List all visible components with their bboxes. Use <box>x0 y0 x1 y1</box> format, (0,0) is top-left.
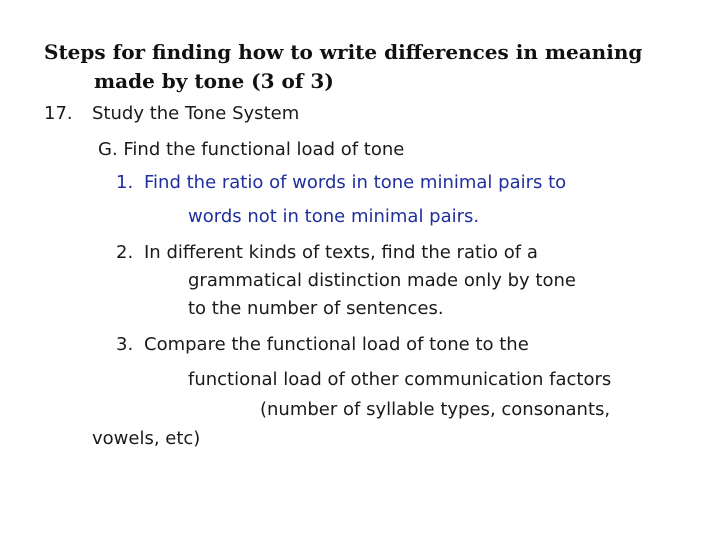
item-3-line-4: vowels, etc) <box>92 428 201 449</box>
item-2-line-3: to the number of sentences. <box>188 298 444 319</box>
step-number: 17. <box>44 103 73 124</box>
item-2-continuation-1 <box>188 269 576 293</box>
item-3-continuation-1 <box>188 368 611 392</box>
title-line-1: Steps for finding how to write differences in meaning <box>44 40 643 64</box>
step-17 <box>44 102 299 126</box>
item-3-line-3: (number of syllable types, consonants, <box>260 399 611 420</box>
item-2-continuation-2 <box>188 297 444 321</box>
item-1-line-1: Find the ratio of words in tone minimal pairs to <box>144 172 567 193</box>
item-3-line-2: functional load of other communication factors <box>188 369 612 390</box>
item-3-number: 3. <box>116 334 134 355</box>
title-line-2: made by tone (3 of 3) <box>94 69 334 93</box>
item-1-continuation <box>188 205 479 229</box>
item-2-line-2: grammatical distinction made only by tone <box>188 270 576 291</box>
item-1-number: 1. <box>116 172 134 193</box>
item-3-continuation-2 <box>260 398 610 422</box>
item-3-continuation-3 <box>92 427 200 451</box>
item-3-line-1: Compare the functional load of tone to the <box>144 334 529 355</box>
item-2-line-1: In different kinds of texts, find the ratio of a <box>144 242 538 263</box>
item-1 <box>116 171 566 195</box>
item-1-line-2: words not in tone minimal pairs. <box>188 206 480 227</box>
slide-title <box>44 38 684 96</box>
step-label: Study the Tone System <box>92 103 300 124</box>
item-2-number: 2. <box>116 242 134 263</box>
item-2 <box>116 241 538 265</box>
section-g <box>98 138 404 162</box>
section-label: G. Find the functional load of tone <box>98 139 405 160</box>
item-3 <box>116 333 529 357</box>
